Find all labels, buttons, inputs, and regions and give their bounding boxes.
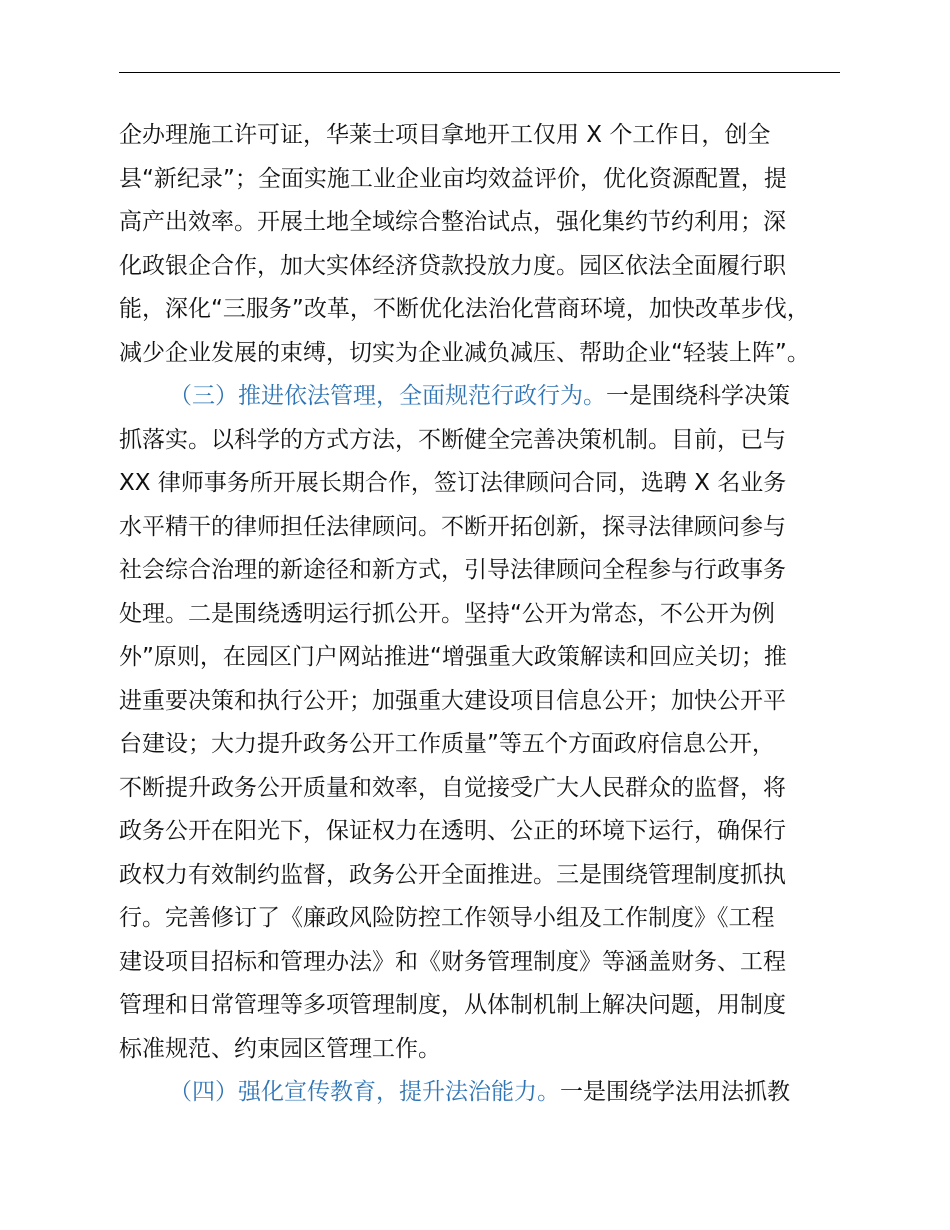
text-line: 减少企业发展的束缚，切实为企业减负减压、帮助企业“轻装上阵”。 bbox=[119, 339, 810, 366]
text-line: 行。完善修订了《廉政风险防控工作领导小组及工作制度》《工程 bbox=[119, 905, 775, 931]
text-line: 企办理施工许可证，华莱士项目拿地开工仅用 X 个工作日，创全 bbox=[119, 122, 771, 148]
section-4-first-line-text: 一是围绕学法用法抓教 bbox=[560, 1079, 790, 1105]
text-line: 能，深化“三服务”改革，不断优化法治化营商环境，加快改革步伐， bbox=[119, 296, 810, 322]
text-line: 建设项目招标和管理办法》和《财务管理制度》等涵盖财务、工程 bbox=[119, 948, 786, 975]
text-line: 不断提升政务公开质量和效率，自觉接受广大人民群众的监督，将 bbox=[119, 774, 786, 801]
text-line: 台建设；大力提升政务公开工作质量”等五个方面政府信息公开， bbox=[119, 731, 775, 757]
section-3-first-line bbox=[119, 375, 859, 419]
text-line: 政务公开在阳光下，保证权力在透明、公正的环境下运行，确保行 bbox=[119, 818, 786, 844]
text-line: XX 律师事务所开展长期合作，签订法律顾问合同，选聘 X 名业务 bbox=[119, 470, 787, 496]
section-4-heading: （四）强化宣传教育，提升法治能力。 bbox=[169, 1079, 560, 1105]
text-line: 政权力有效制约监督，政务公开全面推进。三是围绕管理制度抓执 bbox=[119, 861, 786, 888]
section-4-first-line bbox=[119, 1071, 859, 1115]
text-line: 高产出效率。开展土地全域综合整治试点，强化集约节约利用；深 bbox=[119, 209, 786, 235]
paragraph-continued bbox=[119, 114, 859, 375]
text-line: 外”原则，在园区门户网站推进“增强重大政策解读和回应关切；推 bbox=[119, 644, 787, 670]
text-line: 管理和日常管理等多项管理制度，从体制机制上解决问题，用制度 bbox=[119, 992, 786, 1018]
document-body bbox=[119, 114, 859, 1115]
text-line: 标准规范、约束园区管理工作。 bbox=[119, 1035, 441, 1062]
section-4-paragraph bbox=[119, 1071, 859, 1115]
header-rule bbox=[119, 72, 840, 73]
section-3-first-line-text: 一是围绕科学决策 bbox=[606, 383, 790, 409]
section-3-paragraph bbox=[119, 375, 859, 1071]
section-3-heading: （三）推进依法管理，全面规范行政行为。 bbox=[169, 383, 606, 409]
text-line: 县“新纪录”；全面实施工业企业亩均效益评价，优化资源配置，提 bbox=[119, 165, 787, 192]
text-line: 社会综合治理的新途径和新方式，引导法律顾问全程参与行政事务 bbox=[119, 557, 786, 583]
text-line: 抓落实。以科学的方式方法，不断健全完善决策机制。目前，已与 bbox=[119, 426, 786, 453]
text-line: 化政银企合作，加大实体经济贷款投放力度。园区依法全面履行职 bbox=[119, 252, 786, 279]
text-line: 水平精干的律师担任法律顾问。不断开拓创新，探寻法律顾问参与 bbox=[119, 513, 786, 540]
text-line: 进重要决策和执行公开；加强重大建设项目信息公开；加快公开平 bbox=[119, 687, 786, 714]
text-line: 处理。二是围绕透明运行抓公开。坚持“公开为常态，不公开为例 bbox=[119, 600, 775, 627]
